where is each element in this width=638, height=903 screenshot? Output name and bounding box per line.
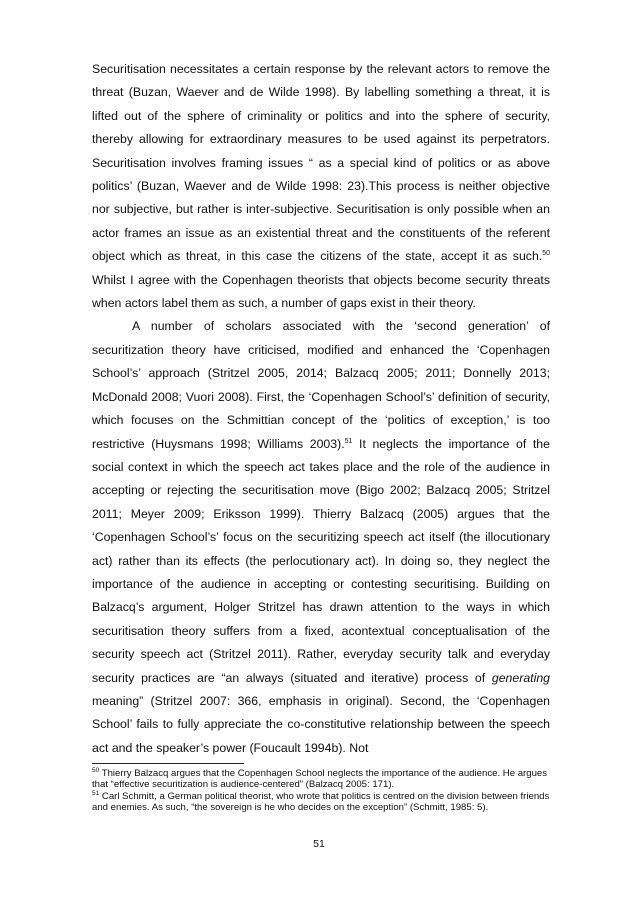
page-number: 51 <box>313 838 325 850</box>
paragraph <box>92 58 550 315</box>
footnote-separator <box>92 763 244 764</box>
footnote-text: Carl Schmitt, a German political theorist, who wrote that politics is centred on the division between friends and enemies. As such, “the sovereign is he who decides on the exception” (Schmitt, 1985: 5). <box>92 790 550 814</box>
footnote-number: 50 <box>92 766 100 774</box>
paragraph-text: meaning” (Stritzel 2007: 366, emphasis in original). Second, the ‘Copenhagen School’ fails to fully appreciate the co-constitutive relationship between the speech act and the speaker’s power (Foucault 1994b). Not <box>92 693 550 755</box>
footnote <box>92 791 550 814</box>
paragraph-text: A number of scholars associated with the ‘second generation’ of securitization theory have criticised, modified and enhanced the ‘Copenhagen School’s’ approach (Stritzel 2005, 2014; Balzacq 2005; 2011; Donnelly 2013; McDonald 2008; Vuori 2008). First, the ‘Copenhagen School’s’ definition of security, which focuses on the Schmittian concept of the ‘politics of exception,’ is too restrictive (Huysmans 1998; Williams 2003). <box>92 319 550 451</box>
paragraph-text: It neglects the importance of the social context in which the speech act takes place and the role of the audience in accepting or rejecting the securitisation move (Bigo 2002; Balzacq 2005; Stritzel 2011; Meyer 2009; Eriksson 1999). Thierry Balzacq (2005) argues that the ‘Copenhagen School’s’ focus on the securitizing speech act itself (the illocutionary act) rather than its effects (the perlocutionary act). In doing so, they neglect the importance of the audience in accepting or contesting securitising. Building on Balzacq’s argument, Holger Stritzel has drawn attention to the ways in which securitisation theory suffers from a fixed, acontextual conceptualisation of the security speech act (Stritzel 2011). Rather, everyday security talk and everyday security practices are “an always (situated and iterative) process of <box>92 436 550 685</box>
footnote <box>92 768 550 791</box>
footnote-ref: 51 <box>344 437 353 445</box>
footnotes <box>92 768 550 814</box>
emphasis: generating <box>491 670 550 685</box>
body-text <box>92 58 550 760</box>
paragraph <box>92 315 550 760</box>
footnote-text: Thierry Balzacq argues that the Copenhagen School neglects the importance of the audience. He argues that “effective securitization is audience-centered” (Balzacq 2005: 171). <box>92 768 548 791</box>
paragraph-text: Whilst I agree with the Copenhagen theorists that objects become security threats when actors label them as such, a number of gaps exist in their theory. <box>92 272 550 311</box>
footnote-ref: 50 <box>542 250 550 258</box>
footnote-number: 51 <box>92 789 100 797</box>
paragraph-text: Securitisation necessitates a certain response by the relevant actors to remove the threat (Buzan, Waever and de Wilde 1998). By labelling something a threat, it is lifted out of the sphere of criminality or politics and into the sphere of security, thereby allowing for extraordinary measures to be used against its perpetrators. Securitisation involves framing issues “ as a special kind of politics or as above politics’ (Buzan, Waever and de Wilde 1998: 23).This process is neither objective nor subjective, but rather is inter-subjective. Securitisation is only possible when an actor frames an issue as an existential threat and the constituents of the referent object which as threat, in this case the citizens of the state, accept it as such. <box>92 62 550 264</box>
